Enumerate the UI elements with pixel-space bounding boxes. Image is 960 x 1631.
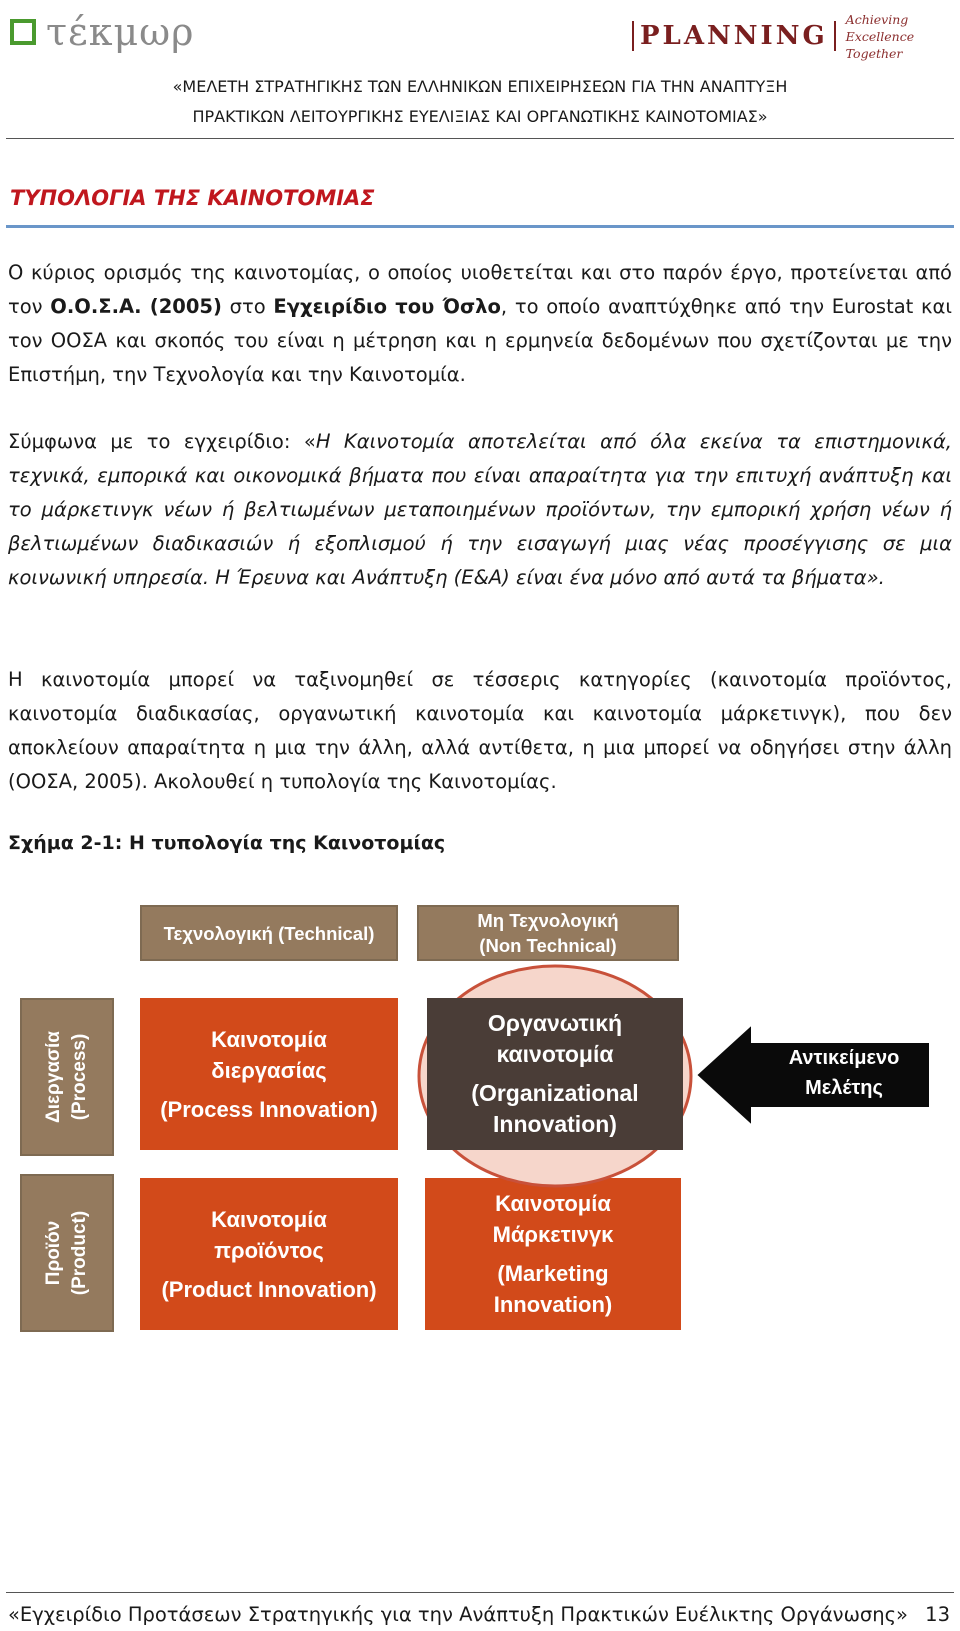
planning-tagline — [846, 11, 914, 62]
figure-caption: Σχήμα 2-1: Η τυπολογία της Καινοτομίας — [8, 832, 446, 854]
cell-title: Μάρκετινγκ — [492, 1222, 614, 1247]
cell-organizational-innovation — [427, 998, 683, 1150]
tagline-line: Excellence — [845, 28, 915, 44]
text-run: , το οποίο αναπτύχθηκε από την Eurostat και τον ΟΟΣΑ και σκοπός του είναι η μέτρηση και η ερμηνεία δεδομένων που σχετίζονται με την Επιστήμη, την Τεχνολογία και την Καινοτομία. — [8, 295, 952, 386]
cell-title: καινοτομία — [496, 1041, 614, 1067]
bold-oslo-manual: Εγχειρίδιο του Όσλο — [273, 295, 501, 318]
study-title-line: «ΜΕΛΕΤΗ ΣΤΡΑΤΗΓΙΚΗΣ ΤΩΝ ΕΛΛΗΝΙΚΩΝ ΕΠΙΧΕΙΡΗΣΕΩΝ ΓΙΑ ΤΗΝ ΑΝΑΠΤΥΞΗ — [172, 77, 788, 96]
column-header-label: (Non Technical) — [479, 935, 617, 956]
arrow-label-line: Αντικείμενο — [788, 1047, 900, 1069]
row-header-label — [41, 1031, 93, 1123]
planning-logo-text: PLANNING — [632, 21, 836, 51]
paragraph-definition — [8, 256, 952, 392]
page-number: 13 — [925, 1603, 950, 1626]
cell-process-innovation — [140, 998, 398, 1150]
study-title-line: ΠΡΑΚΤΙΚΩΝ ΛΕΙΤΟΥΡΓΙΚΗΣ ΕΥΕΛΙΞΙΑΣ ΚΑΙ ΟΡΓΑΝΩΤΙΚΗΣ ΚΑΙΝΟΤΟΜΙΑΣ» — [192, 107, 768, 126]
text-run: στο — [221, 295, 274, 318]
tagline-line: Together — [845, 45, 903, 61]
row-header-line: Προϊόν — [43, 1220, 64, 1286]
planning-logo — [632, 8, 914, 64]
cell-subtitle: Innovation) — [493, 1292, 613, 1317]
row-header-line: (Product) — [69, 1210, 90, 1296]
bold-oecd: Ο.Ο.Σ.Α. (2005) — [50, 295, 222, 318]
cell-subtitle: (Marketing — [497, 1261, 609, 1286]
section-divider — [6, 225, 954, 228]
cell-title: Καινοτομία — [495, 1191, 611, 1216]
row-header-line: (Process) — [69, 1033, 90, 1121]
tekmor-logo-text: τέκμωρ — [46, 10, 195, 54]
cell-title: Καινοτομία — [211, 1026, 327, 1052]
column-header-label: Μη Τεχνολογική — [477, 910, 619, 931]
footer-title: «Εγχειρίδιο Προτάσεων Στρατηγικής για την Ανάπτυξη Πρακτικών Ευέλικτης Οργάνωσης» — [8, 1603, 908, 1626]
cell-marketing-innovation — [425, 1178, 681, 1330]
study-title — [0, 72, 960, 132]
row-header-process — [20, 998, 114, 1156]
cell-product-innovation — [140, 1178, 398, 1330]
cell-subtitle: (Product Innovation) — [161, 1276, 377, 1302]
column-header-technical — [140, 905, 398, 961]
row-header-label — [41, 1211, 93, 1295]
italic-quote: Η Καινοτομία αποτελείται από όλα εκείνα τα επιστημονικά, τεχνικά, εμπορικά και οικονομικά βήματα που είναι απαραίτητα για την επιτυχή ανάπτυξη και το μάρκετινγκ νέων ή βελτιωμένων μεταποιημένων προϊόντων, την εμπορική χρήση νέων ή βελτιωμένων διαδικασιών ή εξοπλισμού ή την εισαγωγή μιας νέας προσέγγισης σε μια κοινωνική υπηρεσία. Η Έρευνα και Ανάπτυξη (Ε&Α) είναι ένα μόνο από αυτά τα βήματα». — [8, 430, 953, 589]
cell-title: Καινοτομία — [211, 1206, 327, 1232]
text-run: Ο κύριος ορισμός της καινοτομίας, ο οποίος υιοθετείται και στο παρόν έργο, προτείνεται από τον — [8, 261, 952, 318]
column-header-label: Τεχνολογική (Technical) — [163, 922, 375, 944]
cell-subtitle: Innovation) — [493, 1111, 617, 1137]
text-run: Σύμφωνα με το εγχειρίδιο: « — [8, 430, 316, 453]
cell-title: προϊόντος — [214, 1237, 324, 1263]
row-header-line: Διεργασία — [43, 1031, 64, 1123]
paragraph-quote — [8, 425, 952, 595]
paragraph-categories: Η καινοτομία μπορεί να ταξινομηθεί σε τέσσερις κατηγορίες (καινοτομία προϊόντος, καινοτομία διαδικασίας, οργανωτική καινοτομία και καινοτομία μάρκετινγκ), που δεν αποκλείουν απαραίτητα η μια την άλλη, αλλά αντίθετα, η μια μπορεί να οδηγήσει στην άλλη (ΟΟΣΑ, 2005). Ακολουθεί η τυπολογία της Καινοτομίας. — [8, 668, 952, 793]
tekmor-logo — [10, 10, 194, 54]
cell-subtitle: (Organizational — [471, 1080, 639, 1106]
logo-square-icon — [10, 19, 36, 45]
column-header-non-technical — [417, 905, 679, 961]
cell-subtitle: (Process Innovation) — [160, 1096, 378, 1122]
footer-divider — [6, 1592, 954, 1593]
header-divider — [6, 138, 954, 139]
cell-title: διεργασίας — [211, 1057, 327, 1083]
row-header-product — [20, 1174, 114, 1332]
arrow-label — [752, 1043, 936, 1103]
arrow-label-line: Μελέτης — [805, 1077, 883, 1099]
section-title: ΤΥΠΟΛΟΓΙΑ ΤΗΣ ΚΑΙΝΟΤΟΜΙΑΣ — [10, 186, 375, 210]
tagline-line: Achieving — [845, 11, 909, 27]
cell-title: Οργανωτική — [487, 1010, 623, 1036]
